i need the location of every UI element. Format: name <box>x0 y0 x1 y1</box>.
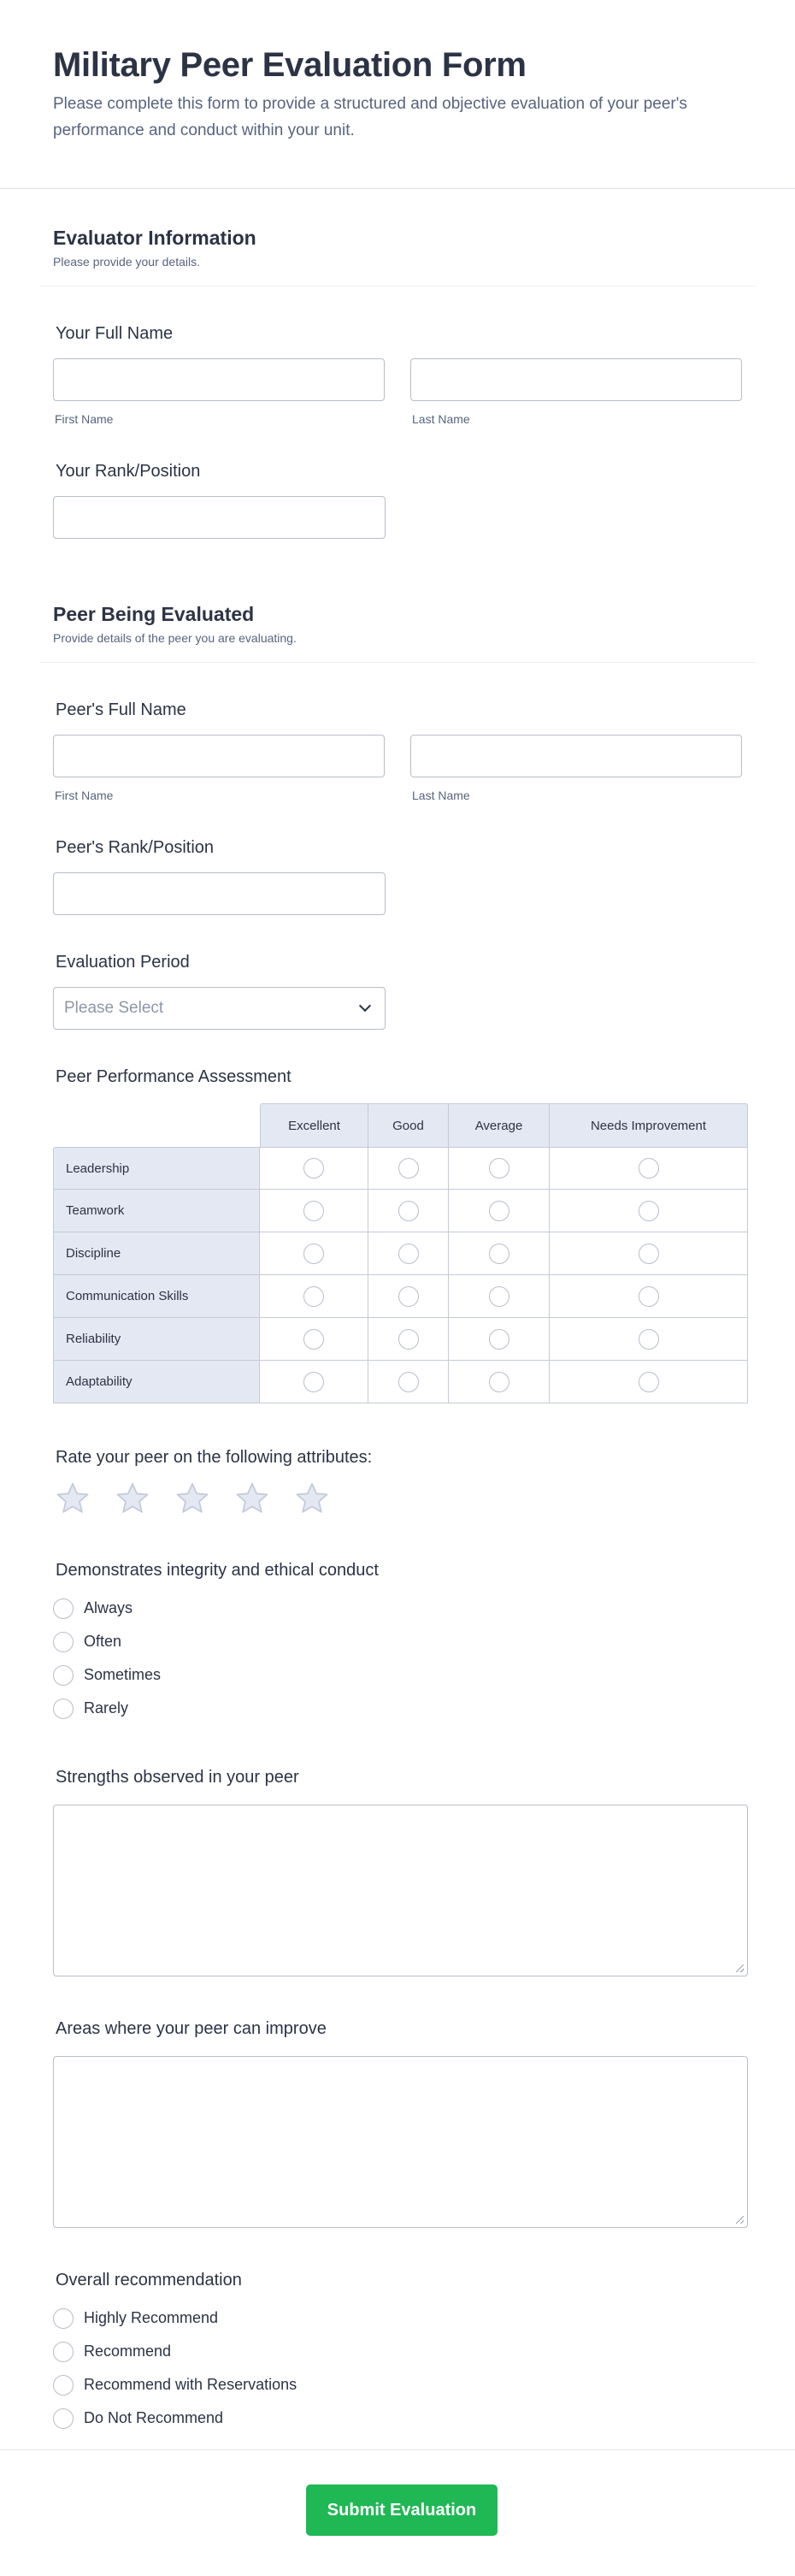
evaluator-name-label: Your Full Name <box>56 324 174 343</box>
matrix-radio[interactable] <box>303 1329 324 1350</box>
star-icon[interactable] <box>115 1480 150 1516</box>
evaluation-period-placeholder: Please Select <box>64 999 164 1017</box>
matrix-radio[interactable] <box>639 1158 659 1179</box>
recommendation-option-label: Highly Recommend <box>84 2309 219 2326</box>
star-icon[interactable] <box>55 1480 91 1516</box>
matrix-corner <box>53 1103 260 1147</box>
matrix-radio[interactable] <box>398 1329 419 1350</box>
integrity-option[interactable] <box>53 1658 742 1692</box>
matrix-cell <box>449 1275 550 1318</box>
integrity-options <box>53 1592 742 1725</box>
peer-rank-input[interactable] <box>53 872 386 915</box>
matrix-cell <box>550 1361 748 1403</box>
matrix-cell <box>550 1147 748 1190</box>
improve-label: Areas where your peer can improve <box>56 2019 327 2038</box>
peer-first-name-input[interactable] <box>53 735 385 777</box>
matrix-radio[interactable] <box>303 1372 324 1392</box>
evaluator-rank-label: Your Rank/Position <box>56 462 201 481</box>
star-rating <box>53 1480 742 1516</box>
matrix-row-label: Leadership <box>53 1147 260 1190</box>
evaluator-first-name-input[interactable] <box>53 358 385 401</box>
matrix-cell <box>260 1190 368 1232</box>
evaluator-rank-input[interactable] <box>53 496 386 539</box>
peer-last-name-sublabel: Last Name <box>412 789 470 802</box>
matrix-row <box>53 1318 748 1361</box>
matrix-column-header: Good <box>368 1103 449 1147</box>
evaluator-rank-field <box>0 460 795 539</box>
page-description: Please complete this form to provide a structured and objective evaluation of your peer's performance and conduct within your unit. <box>53 95 687 139</box>
integrity-option[interactable] <box>53 1692 742 1725</box>
evaluator-last-name-input[interactable] <box>410 358 742 401</box>
matrix-row <box>53 1275 748 1318</box>
matrix-radio[interactable] <box>489 1286 509 1307</box>
form-footer <box>0 2449 795 2576</box>
matrix-cell <box>260 1275 368 1318</box>
assessment-field <box>0 1066 795 1403</box>
matrix-row-label: Teamwork <box>53 1190 260 1232</box>
form-header <box>0 0 795 189</box>
radio-button[interactable] <box>53 1699 74 1719</box>
matrix-cell <box>449 1318 550 1361</box>
matrix-cell <box>260 1147 368 1190</box>
radio-button[interactable] <box>53 2375 74 2396</box>
peer-name-field <box>0 699 795 802</box>
matrix-cell <box>368 1275 449 1318</box>
evaluator-section-subtitle: Please provide your details. <box>53 255 200 269</box>
improve-textarea[interactable] <box>53 2056 748 2228</box>
resize-handle-icon[interactable] <box>736 1964 744 1972</box>
matrix-radio[interactable] <box>398 1158 419 1179</box>
page-title: Military Peer Evaluation Form <box>53 46 527 84</box>
improve-field <box>0 2018 795 2228</box>
matrix-cell <box>368 1361 449 1403</box>
radio-button[interactable] <box>53 2408 74 2429</box>
radio-button[interactable] <box>53 2308 74 2329</box>
chevron-down-icon <box>359 1000 371 1012</box>
integrity-option[interactable] <box>53 1625 742 1658</box>
matrix-row <box>53 1147 748 1190</box>
matrix-radio[interactable] <box>639 1372 659 1392</box>
matrix-radio[interactable] <box>303 1158 324 1179</box>
evaluation-period-select[interactable] <box>53 987 386 1030</box>
recommendation-option[interactable] <box>53 2301 742 2335</box>
integrity-option-label: Always <box>84 1599 133 1616</box>
matrix-cell <box>368 1147 449 1190</box>
strengths-field <box>0 1766 795 1976</box>
recommendation-option[interactable] <box>53 2335 742 2368</box>
radio-button[interactable] <box>53 2342 74 2362</box>
matrix-cell <box>449 1190 550 1232</box>
matrix-cell <box>550 1318 748 1361</box>
matrix-row <box>53 1361 748 1403</box>
peer-section-subtitle: Provide details of the peer you are evaluating. <box>53 631 297 645</box>
recommendation-option-label: Recommend with Reservations <box>84 2376 297 2393</box>
matrix-column-header: Average <box>449 1103 550 1147</box>
matrix-row-label: Reliability <box>53 1318 260 1361</box>
recommendation-options <box>53 2301 742 2435</box>
peer-name-label: Peer's Full Name <box>56 700 186 719</box>
matrix-cell <box>368 1318 449 1361</box>
matrix-cell <box>260 1232 368 1275</box>
matrix-cell <box>550 1232 748 1275</box>
star-icon[interactable] <box>174 1480 210 1516</box>
matrix-column-header: Needs Improvement <box>550 1103 748 1147</box>
radio-button[interactable] <box>53 1632 74 1652</box>
recommendation-option-label: Recommend <box>84 2343 172 2360</box>
matrix-cell <box>368 1232 449 1275</box>
matrix-radio[interactable] <box>639 1244 659 1264</box>
matrix-cell <box>260 1318 368 1361</box>
radio-button[interactable] <box>53 1665 74 1686</box>
peer-rank-field <box>0 836 795 915</box>
evaluation-period-field <box>0 951 795 1030</box>
matrix-cell <box>550 1190 748 1232</box>
integrity-option-label: Sometimes <box>84 1666 162 1683</box>
peer-section-title: Peer Being Evaluated <box>53 603 255 625</box>
peer-last-name-input[interactable] <box>410 735 742 777</box>
matrix-radio[interactable] <box>489 1201 509 1221</box>
matrix-radio[interactable] <box>639 1329 659 1350</box>
integrity-option-label: Often <box>84 1633 122 1650</box>
matrix-radio[interactable] <box>489 1158 509 1179</box>
evaluator-first-name-sublabel: First Name <box>55 412 114 426</box>
star-rating-label: Rate your peer on the following attributes: <box>56 1448 373 1467</box>
matrix-row <box>53 1190 748 1232</box>
star-icon[interactable] <box>234 1480 270 1516</box>
integrity-option[interactable] <box>53 1592 742 1625</box>
matrix-radio[interactable] <box>398 1244 419 1264</box>
peer-rank-label: Peer's Rank/Position <box>56 838 215 857</box>
matrix-radio[interactable] <box>639 1201 659 1221</box>
peer-first-name-sublabel: First Name <box>55 789 114 802</box>
recommendation-option-label: Do Not Recommend <box>84 2409 224 2426</box>
strengths-textarea[interactable] <box>53 1805 748 1976</box>
matrix-radio[interactable] <box>398 1201 419 1221</box>
recommendation-label: Overall recommendation <box>56 2271 242 2289</box>
matrix-radio[interactable] <box>303 1244 324 1264</box>
integrity-option-label: Rarely <box>84 1699 129 1716</box>
resize-handle-icon[interactable] <box>736 2216 744 2224</box>
recommendation-field <box>0 2269 795 2435</box>
matrix-radio[interactable] <box>303 1201 324 1221</box>
matrix-cell <box>260 1361 368 1403</box>
matrix-cell <box>449 1147 550 1190</box>
integrity-field <box>0 1559 795 1725</box>
recommendation-option[interactable] <box>53 2402 742 2435</box>
matrix-radio[interactable] <box>639 1286 659 1307</box>
strengths-label: Strengths observed in your peer <box>56 1768 299 1787</box>
radio-button[interactable] <box>53 1598 74 1619</box>
matrix-radio[interactable] <box>398 1372 419 1392</box>
matrix-radio[interactable] <box>398 1286 419 1307</box>
evaluator-section-title: Evaluator Information <box>53 227 256 249</box>
star-icon[interactable] <box>294 1480 330 1516</box>
matrix-row-label: Adaptability <box>53 1361 260 1403</box>
peer-section-header <box>39 539 756 663</box>
matrix-column-header: Excellent <box>260 1103 368 1147</box>
matrix-cell <box>368 1190 449 1232</box>
evaluator-name-field <box>0 322 795 426</box>
recommendation-option[interactable] <box>53 2368 742 2402</box>
star-rating-field <box>0 1446 795 1516</box>
assessment-label: Peer Performance Assessment <box>56 1067 292 1086</box>
matrix-radio[interactable] <box>489 1244 509 1264</box>
matrix-cell <box>449 1232 550 1275</box>
matrix-cell <box>550 1275 748 1318</box>
matrix-row-label: Discipline <box>53 1232 260 1275</box>
submit-button[interactable]: Submit Evaluation <box>306 2484 498 2536</box>
assessment-matrix <box>53 1103 748 1403</box>
integrity-label: Demonstrates integrity and ethical conduct <box>56 1561 379 1580</box>
evaluator-section-header <box>39 189 756 287</box>
matrix-row-label: Communication Skills <box>53 1275 260 1318</box>
matrix-radio[interactable] <box>489 1329 509 1350</box>
matrix-cell <box>449 1361 550 1403</box>
matrix-radio[interactable] <box>489 1372 509 1392</box>
matrix-radio[interactable] <box>303 1286 324 1307</box>
evaluation-period-label: Evaluation Period <box>56 953 190 972</box>
matrix-row <box>53 1232 748 1275</box>
evaluator-last-name-sublabel: Last Name <box>412 412 470 426</box>
